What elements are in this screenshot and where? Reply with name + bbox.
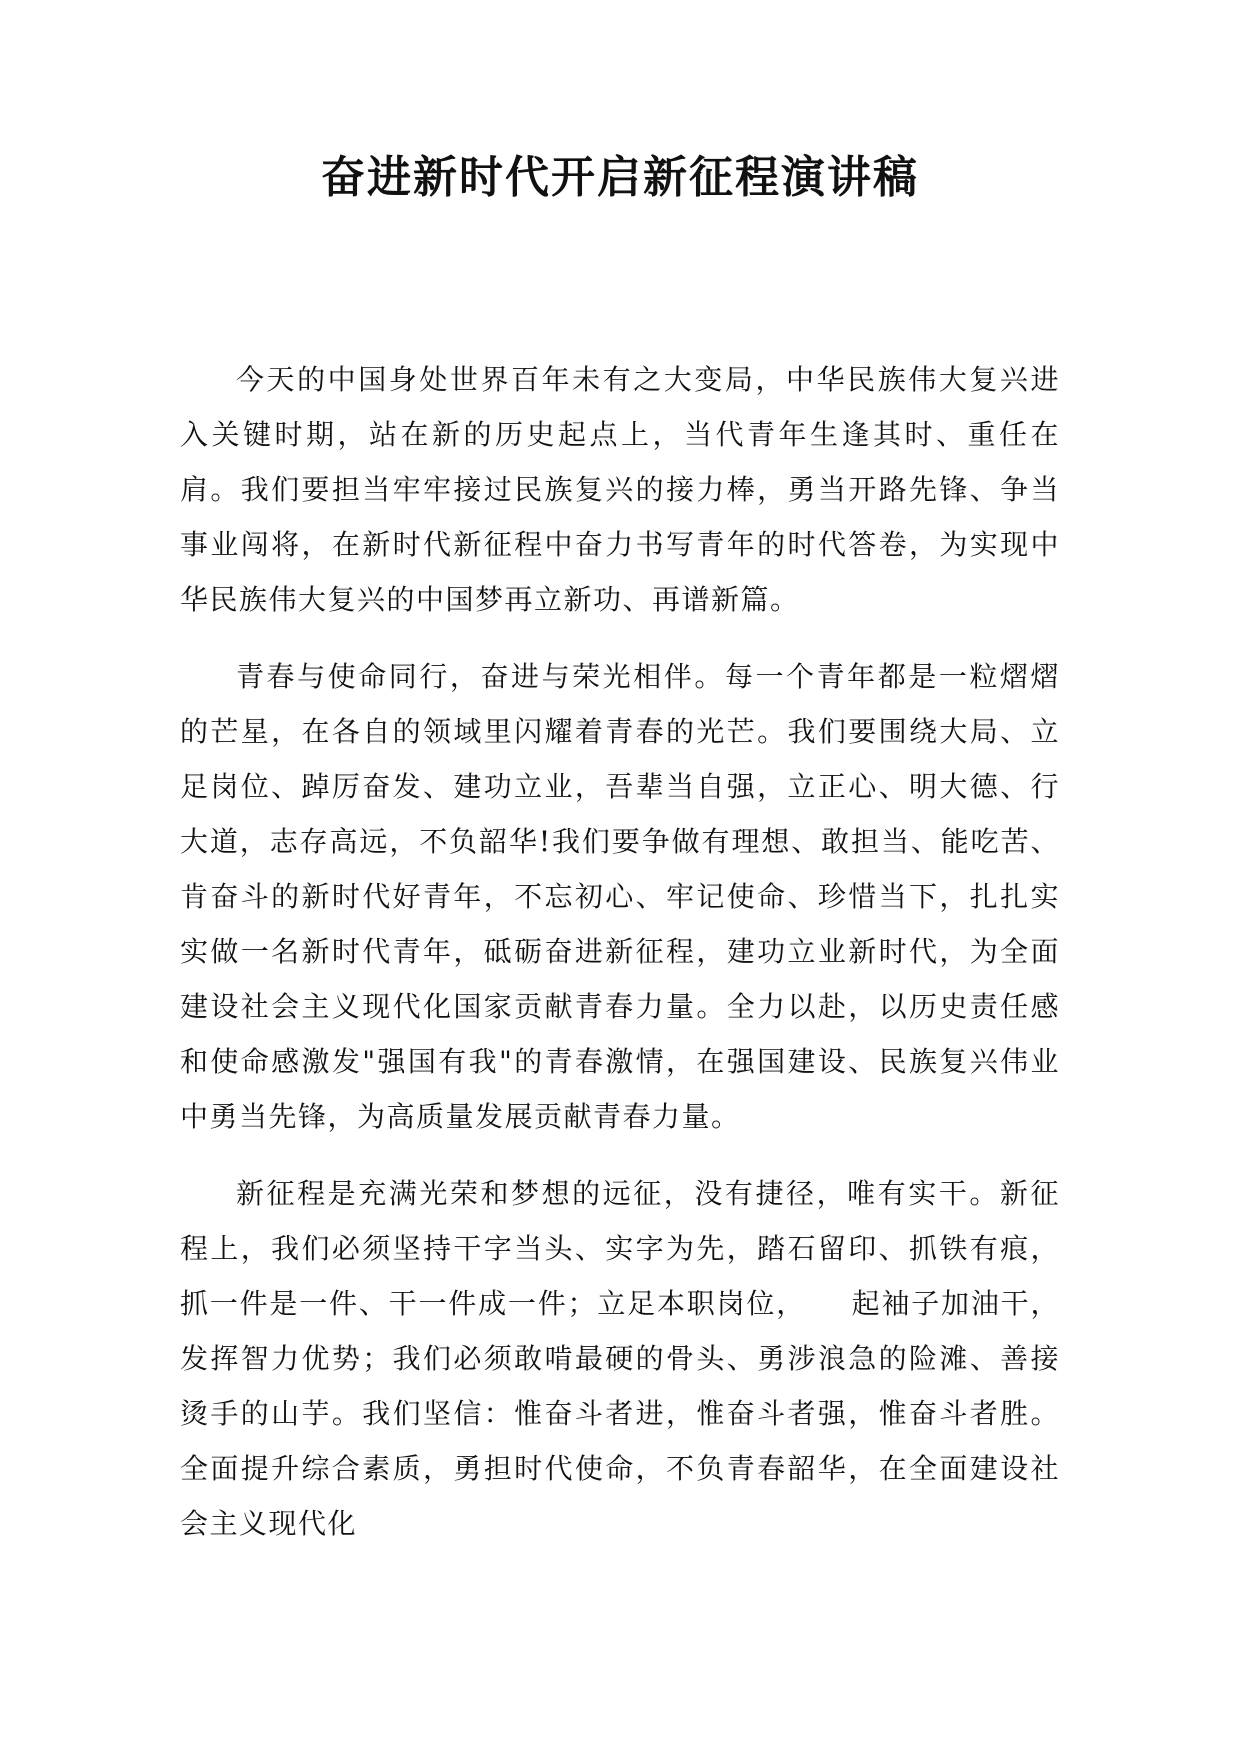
paragraph-1: 今天的中国身处世界百年未有之大变局，中华民族伟大复兴进入关键时期，站在新的历史起点上，当代青年生逢其时、重任在肩。我们要担当牢牢接过民族复兴的接力棒，勇当开路先锋、争当事业闯将，在新时代新征程中奋力书写青年的时代答卷，为实现中华民族伟大复兴的中国梦再立新功、再谱新篇。	[180, 363, 1060, 616]
document-body	[180, 352, 1060, 1573]
paragraph-3: 新征程是充满光荣和梦想的远征，没有捷径，唯有实干。新征程上，我们必须坚持干字当头、实字为先，踏石留印、抓铁有痕，抓一件是一件、干一件成一件；立足本职岗位， 起袖子加油干，发挥智力优势；我们必须敢啃最硬的骨头、勇涉浪急的险滩、善接烫手的山芋。我们坚信：惟奋斗者进，惟奋斗者强，惟奋斗者胜。全面提升综合素质，勇担时代使命，不负青春韶华，在全面建设社会主义现代化	[180, 1177, 1060, 1540]
paragraph-2: 青春与使命同行，奋进与荣光相伴。每一个青年都是一粒熠熠的芒星，在各自的领域里闪耀着青春的光芒。我们要围绕大局、立足岗位、踔厉奋发、建功立业，吾辈当自强，立正心、明大德、行大道，志存高远，不负韶华!我们要争做有理想、敢担当、能吃苦、肯奋斗的新时代好青年，不忘初心、牢记使命、珍惜当下，扎扎实实做一名新时代青年，砥砺奋进新征程，建功立业新时代，为全面建设社会主义现代化国家贡献青春力量。全力以赴，以历史责任感和使命感激发"强国有我"的青春激情，在强国建设、民族复兴伟业中勇当先锋，为高质量发展贡献青春力量。	[180, 660, 1060, 1133]
document-title: 奋进新时代开启新征程演讲稿	[321, 152, 919, 203]
